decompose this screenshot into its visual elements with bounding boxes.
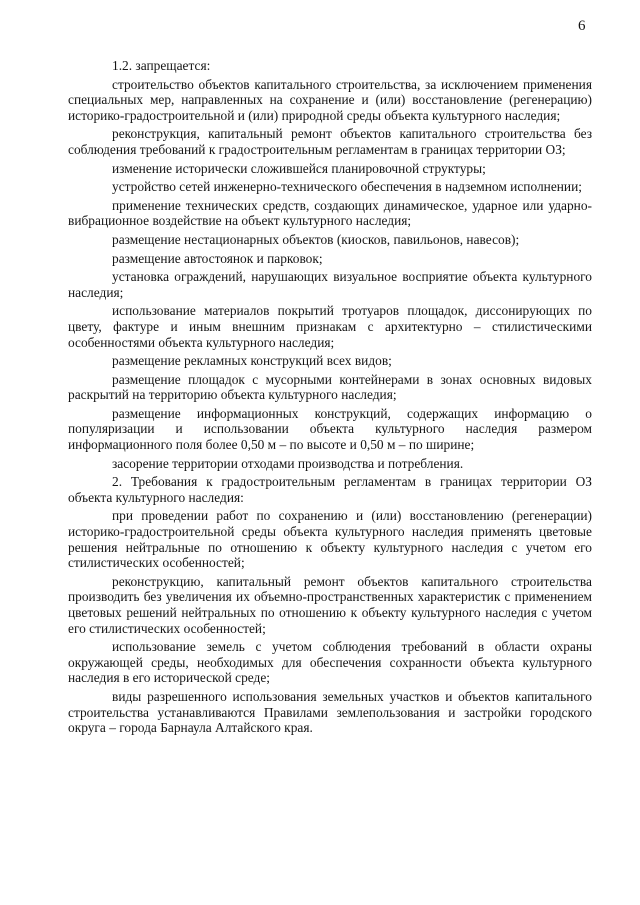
- paragraph-16: при проведении работ по сохранению и (или) восстановлению (регенерации) историко-градостроительной среды объекта культурного наследия применять цветовые решения нейтральные по отношению к объекту культурного наследия с учетом его стилистических особенностей;: [68, 508, 592, 571]
- paragraph-2: строительство объектов капитального строительства, за исключением применения специальных мер, направленных на сохранение и (или) восстановление (регенерацию) историко-градостроительной и (или) природной среды объекта культурного наследия;: [68, 76, 592, 123]
- paragraph-9: установка ограждений, нарушающих визуальное восприятие объекта культурного наследия;: [68, 269, 592, 300]
- paragraph-14: засорение территории отходами производства и потребления.: [112, 455, 464, 471]
- paragraph-8: размещение автостоянок и парковок;: [112, 250, 323, 266]
- paragraph-17: реконструкцию, капитальный ремонт объектов капитального строительства производить без увеличения их объемно-пространственных характеристик с применением цветовых решений нейтральных по отношению к объекту культурного наследия с учетом его стилистических особенностей;: [68, 573, 592, 636]
- paragraph-4: изменение исторически сложившейся планировочной структуры;: [112, 160, 486, 176]
- paragraph-7: размещение нестационарных объектов (киосков, павильонов, навесов);: [112, 231, 520, 247]
- paragraph-6: применение технических средств, создающих динамическое, ударное или ударно-вибрационное воздействие на объект культурного наследия;: [68, 197, 592, 229]
- page-number: 6: [578, 18, 586, 34]
- paragraph-1: 1.2. запрещается:: [112, 58, 211, 73]
- paragraph-18: использование земель с учетом соблюдения требований в области охраны окружающей среды, необходимых для обеспечения сохранности объекта культурного наследия в его исторической среде;: [68, 639, 592, 686]
- paragraph-5: устройство сетей инженерно-технического обеспечения в надземном исполнении;: [112, 179, 582, 195]
- paragraph-13: размещение информационных конструкций, содержащих информацию о популяризации и использовании объекта культурного наследия размером информационного поля более 0,50 м – по высоте и 0,50 м – по ширине;: [68, 405, 592, 453]
- paragraph-3: реконструкция, капитальный ремонт объектов капитального строительства без соблюдения требований к градостроительным регламентам в границах территории ОЗ;: [68, 126, 592, 157]
- document-body: [68, 58, 592, 736]
- paragraph-15: 2. Требования к градостроительным регламентам в границах территории ОЗ объекта культурного наследия:: [68, 474, 592, 505]
- paragraph-12: размещение площадок с мусорными контейнерами в зонах основных видовых раскрытий на территорию объекта культурного наследия;: [68, 371, 592, 403]
- paragraph-10: использование материалов покрытий тротуаров площадок, диссонирующих по цвету, фактуре и иным внешним признакам с архитектурно – стилистическими особенностями объекта культурного наследия;: [68, 303, 592, 350]
- paragraph-11: размещение рекламных конструкций всех видов;: [112, 353, 392, 369]
- paragraph-19: виды разрешенного использования земельных участков и объектов капитального строительства устанавливаются Правилами землепользования и застройки городского округа – города Барнаула Алтайского края.: [68, 688, 592, 736]
